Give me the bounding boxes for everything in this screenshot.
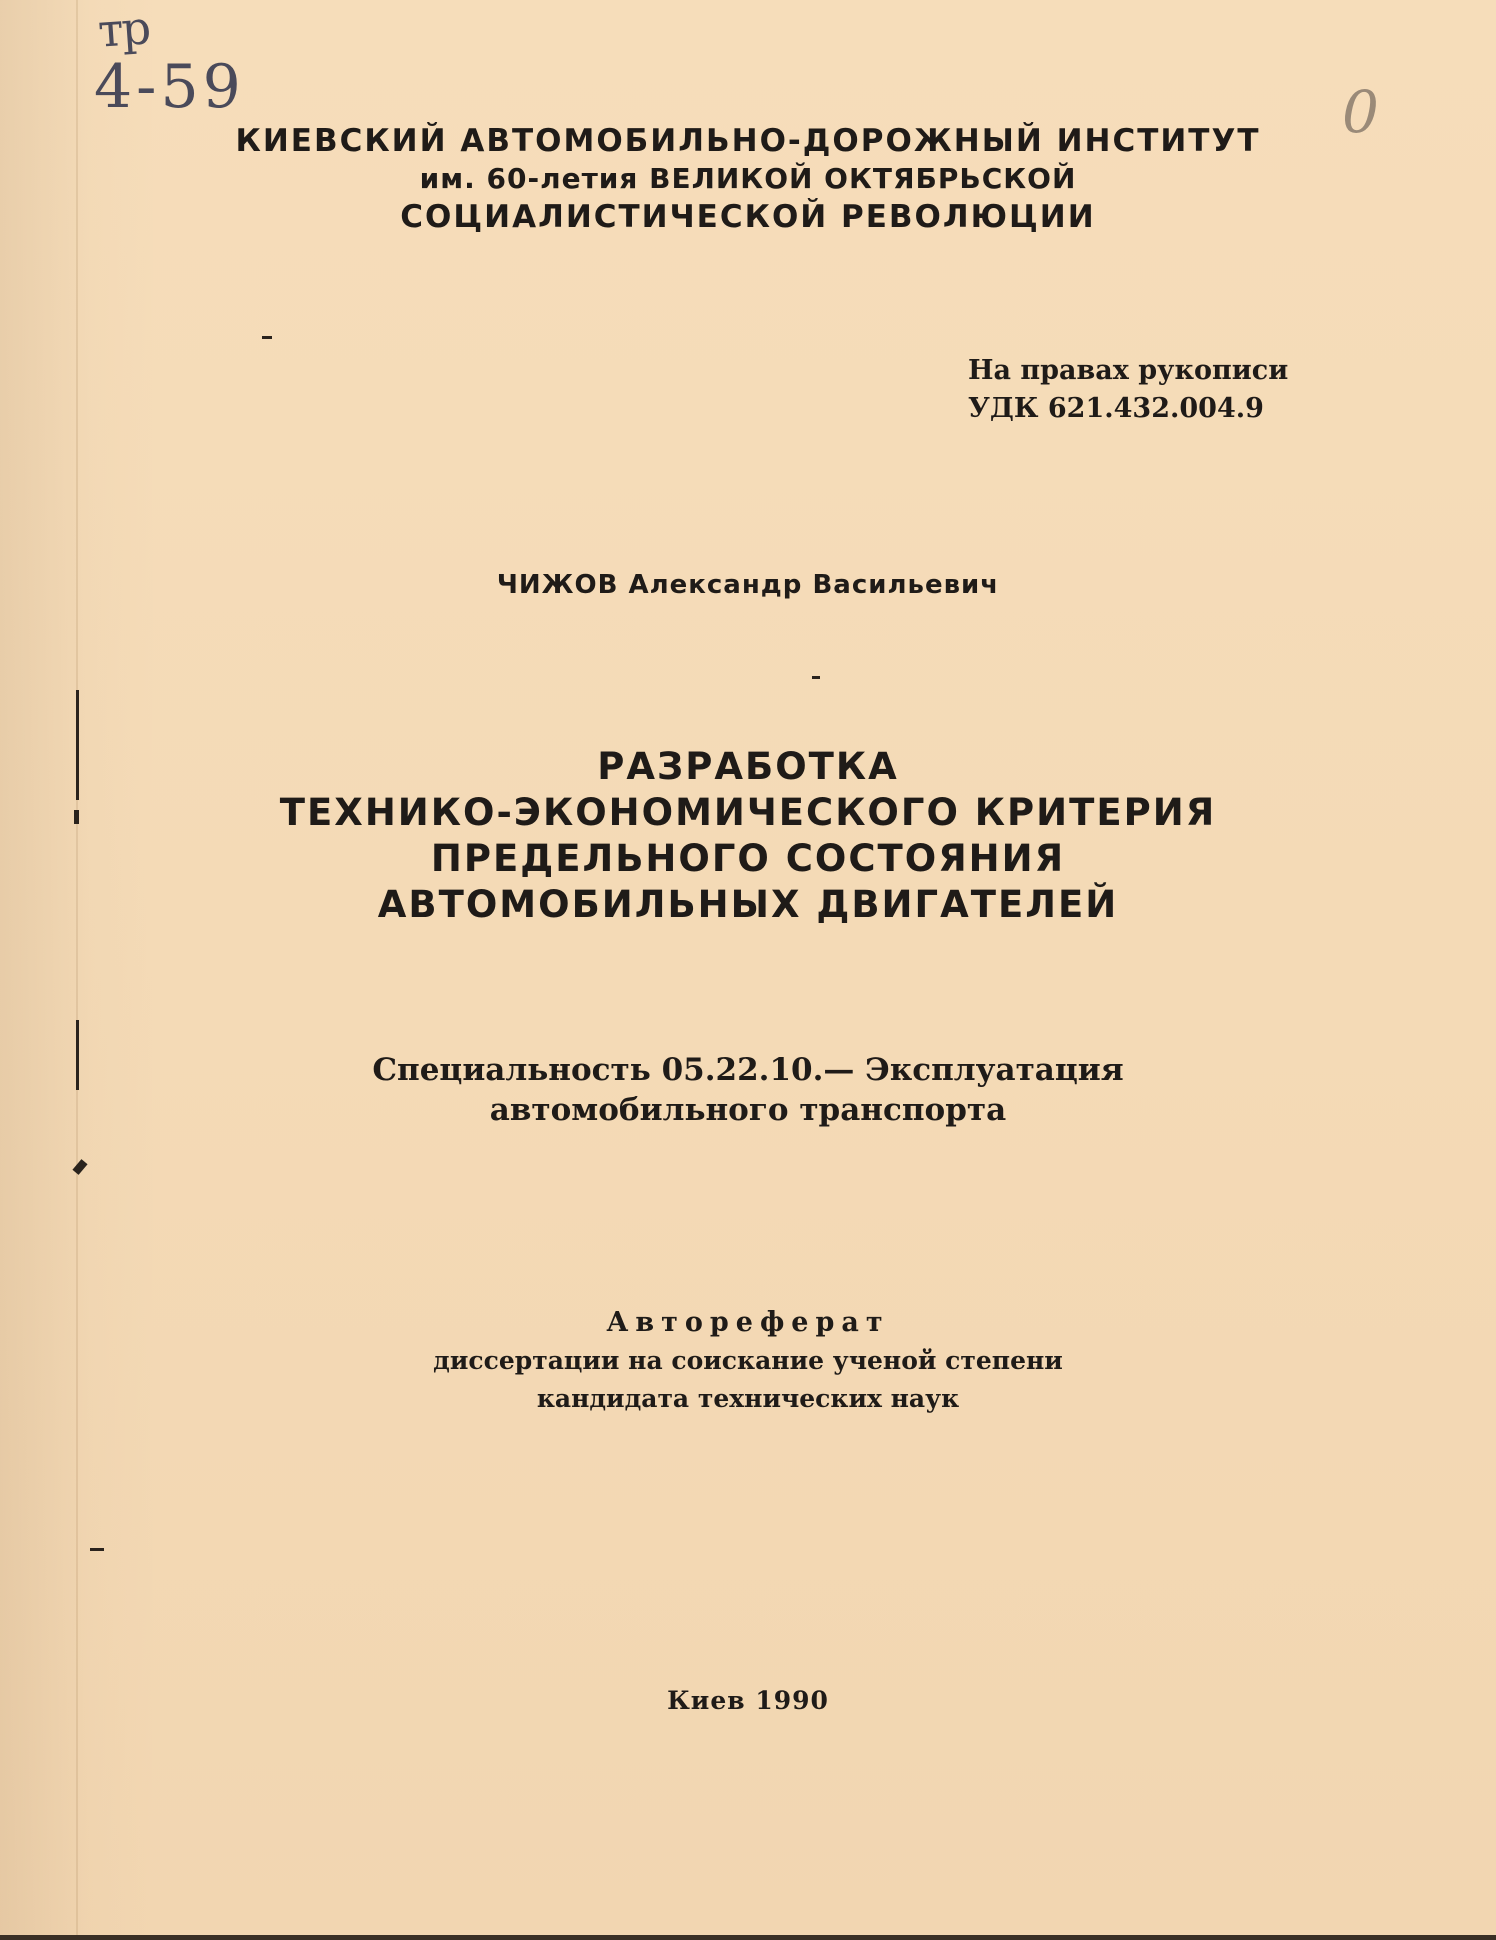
rights-block [968, 352, 1288, 428]
abstract-line-2: диссертации на соискание ученой степени [433, 1346, 1063, 1375]
specialty [0, 1050, 1496, 1130]
institute-header [0, 122, 1496, 236]
udc-code: УДК 621.432.004.9 [968, 393, 1264, 424]
title-line-3: ПРЕДЕЛЬНОГО СОСТОЯНИЯ [430, 837, 1066, 880]
place-year: Киев 1990 [667, 1686, 829, 1715]
dissertation-title [0, 744, 1496, 928]
institute-dedication-cont: СОЦИАЛИСТИЧЕСКОЙ РЕВОЛЮЦИИ [400, 199, 1096, 235]
abstract-note [0, 1304, 1496, 1418]
page-bottom-edge [0, 1935, 1496, 1940]
margin-mark [262, 336, 272, 339]
handwritten-mark-top: тр [96, 0, 151, 58]
title-line-2: ТЕХНИКО-ЭКОНОМИЧЕСКОГО КРИТЕРИЯ [279, 791, 1217, 834]
manuscript-note: На правах рукописи [968, 355, 1289, 386]
institute-name: КИЕВСКИЙ АВТОМОБИЛЬНО-ДОРОЖНЫЙ ИНСТИТУТ [235, 123, 1261, 159]
specialty-line-2: автомобильного транспорта [489, 1092, 1007, 1128]
handwritten-corner-mark: 0 [1342, 78, 1379, 146]
abstract-heading: Автореферат [606, 1307, 890, 1338]
margin-mark [72, 1159, 87, 1175]
abstract-line-3: кандидата технических наук [536, 1384, 960, 1413]
specialty-line-1: Специальность 05.22.10.— Эксплуатация [372, 1052, 1124, 1088]
author-name: ЧИЖОВ Александр Васильевич [496, 570, 1000, 600]
page-fold [76, 0, 78, 1940]
title-line-1: РАЗРАБОТКА [597, 745, 899, 788]
institute-dedication: им. 60-летия ВЕЛИКОЙ ОКТЯБРЬСКОЙ [419, 162, 1077, 195]
handwritten-shelf-number: 4-59 [94, 52, 245, 122]
margin-mark [812, 676, 820, 679]
margin-mark [90, 1548, 104, 1551]
title-line-4: АВТОМОБИЛЬНЫХ ДВИГАТЕЛЕЙ [377, 883, 1119, 926]
